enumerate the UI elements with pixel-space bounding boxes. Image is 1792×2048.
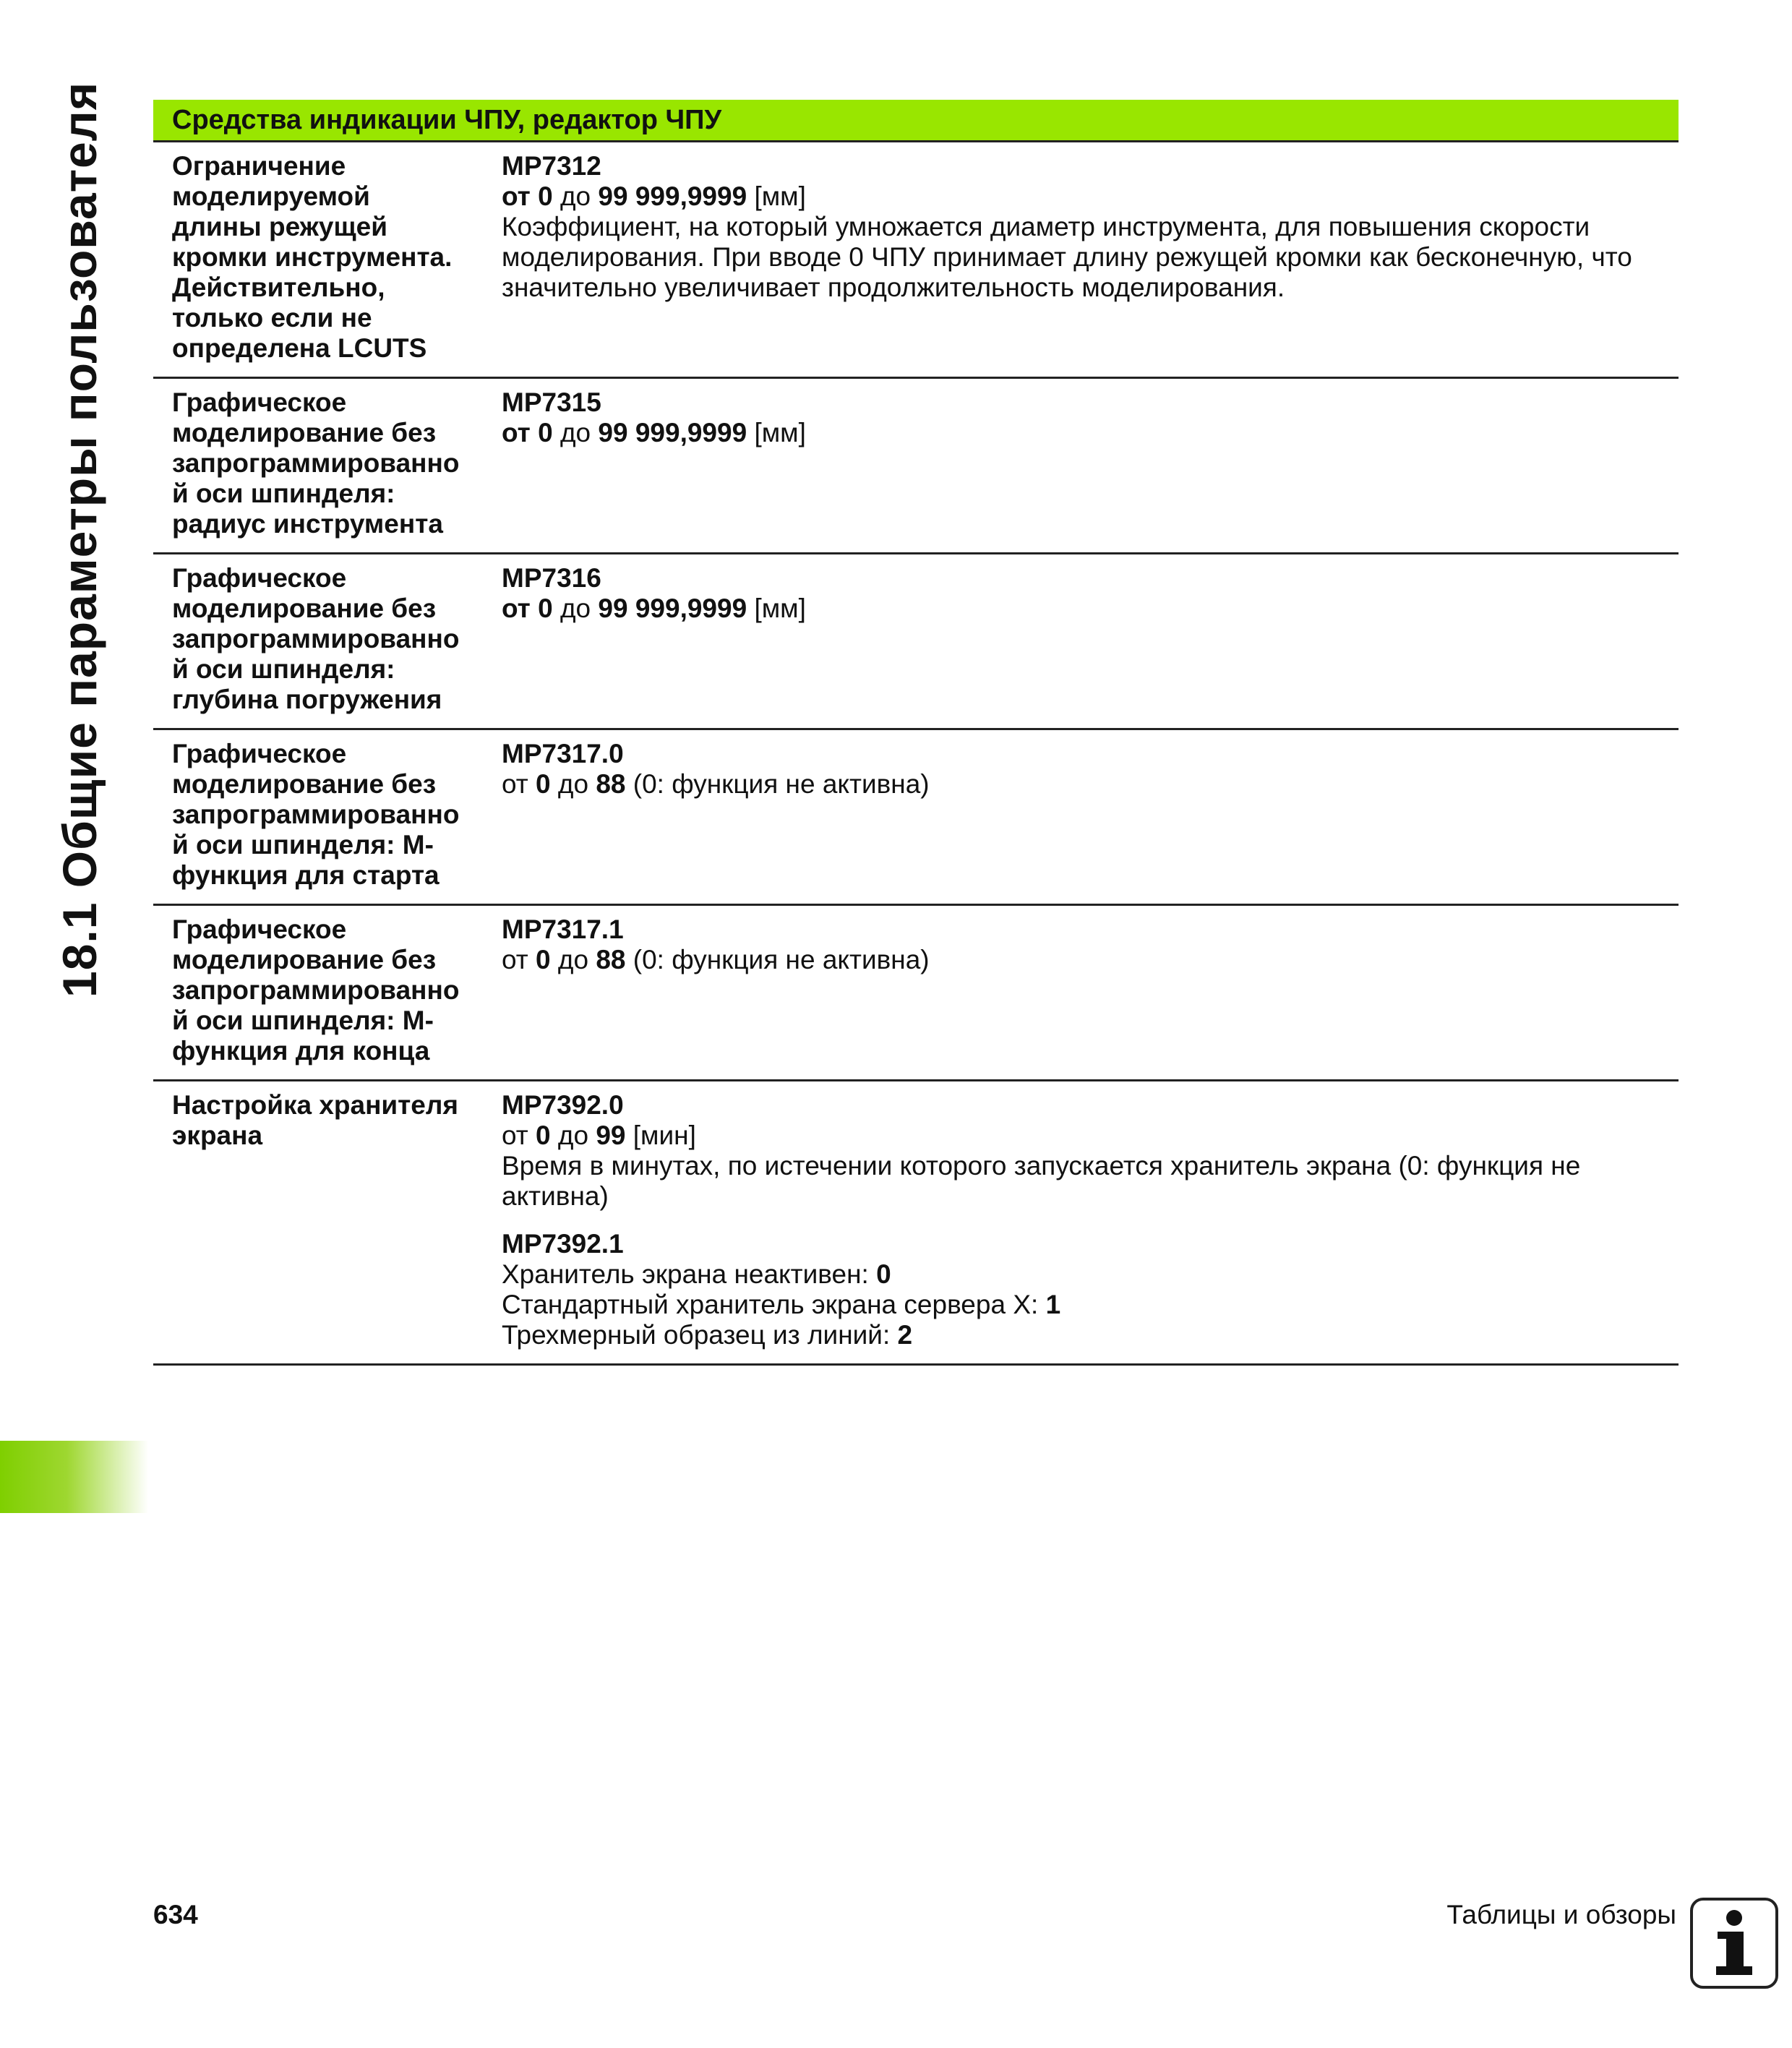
row-label: Настройка хранителя экрана <box>172 1090 458 1150</box>
parameter-code: MP7392.1 <box>502 1229 624 1259</box>
row-content <box>502 387 1679 539</box>
chapter-side-title: 18.1 Общие параметры пользователя <box>53 81 106 998</box>
table-row <box>153 730 1679 906</box>
parameter-code: MP7312 <box>502 151 601 181</box>
info-i-glyph-icon <box>1709 1908 1759 1978</box>
parameter-description: Время в минутах, по истечении которого запускается хранитель экрана (0: функция не активна) <box>502 1151 1581 1211</box>
parameter-range: от 0 до 88 (0: функция не активна) <box>502 769 930 799</box>
parameter-code: MP7316 <box>502 563 601 593</box>
parameter-code: MP7315 <box>502 387 601 417</box>
parameter-code: MP7392.0 <box>502 1090 624 1120</box>
row-label: Графическое моделирование без запрограммированно й оси шпинделя: глубина погружения <box>172 563 460 714</box>
table-row <box>153 906 1679 1081</box>
row-content <box>502 563 1679 715</box>
parameter-block <box>502 1090 1664 1212</box>
row-content <box>502 739 1679 891</box>
row-content <box>502 151 1679 364</box>
footer-section-title: Таблицы и обзоры <box>1446 1900 1676 1929</box>
parameter-range: от 0 до 99 999,9999 [мм] <box>502 594 806 623</box>
parameter-description: Коэффициент, на который умножается диаметр инструмента, для повышения скорости моделирования. При вводе 0 ЧПУ принимает длину режущей кромки как бесконечную, что значительно увеличивает продолжительность моделирования. <box>502 212 1632 302</box>
row-label: Ограничение моделируемой длины режущей кромки инструмента. Действительно, только если не определена LCUTS <box>172 151 453 363</box>
chapter-tab-marker <box>0 1441 148 1513</box>
parameter-range: от 0 до 88 (0: функция не активна) <box>502 945 930 974</box>
parameter-table <box>153 100 1679 1366</box>
row-label: Графическое моделирование без запрограммированно й оси шпинделя: M- функция для конца <box>172 914 460 1066</box>
parameter-block <box>502 1229 1664 1350</box>
table-row <box>153 1081 1679 1366</box>
parameter-range: от 0 до 99 999,9999 [мм] <box>502 181 806 211</box>
parameter-range: от 0 до 99 999,9999 [мм] <box>502 418 806 447</box>
table-row <box>153 379 1679 554</box>
option-line: Стандартный хранитель экрана сервера X: 1 <box>502 1290 1061 1319</box>
table-header: Средства индикации ЧПУ, редактор ЧПУ <box>153 100 1679 142</box>
parameter-code: MP7317.1 <box>502 914 624 944</box>
parameter-range: от 0 до 99 [мин] <box>502 1121 696 1150</box>
option-line: Трехмерный образец из линий: 2 <box>502 1320 913 1350</box>
parameter-code: MP7317.0 <box>502 739 624 768</box>
table-row <box>153 554 1679 730</box>
option-line: Хранитель экрана неактивен: 0 <box>502 1259 891 1289</box>
row-label: Графическое моделирование без запрограммированно й оси шпинделя: радиус инструмента <box>172 387 460 539</box>
info-icon <box>1690 1898 1778 1989</box>
row-label: Графическое моделирование без запрограммированно й оси шпинделя: M- функция для старта <box>172 739 460 890</box>
row-content <box>502 914 1679 1066</box>
table-row <box>153 142 1679 379</box>
row-content <box>502 1090 1679 1350</box>
page-number: 634 <box>153 1900 198 1929</box>
